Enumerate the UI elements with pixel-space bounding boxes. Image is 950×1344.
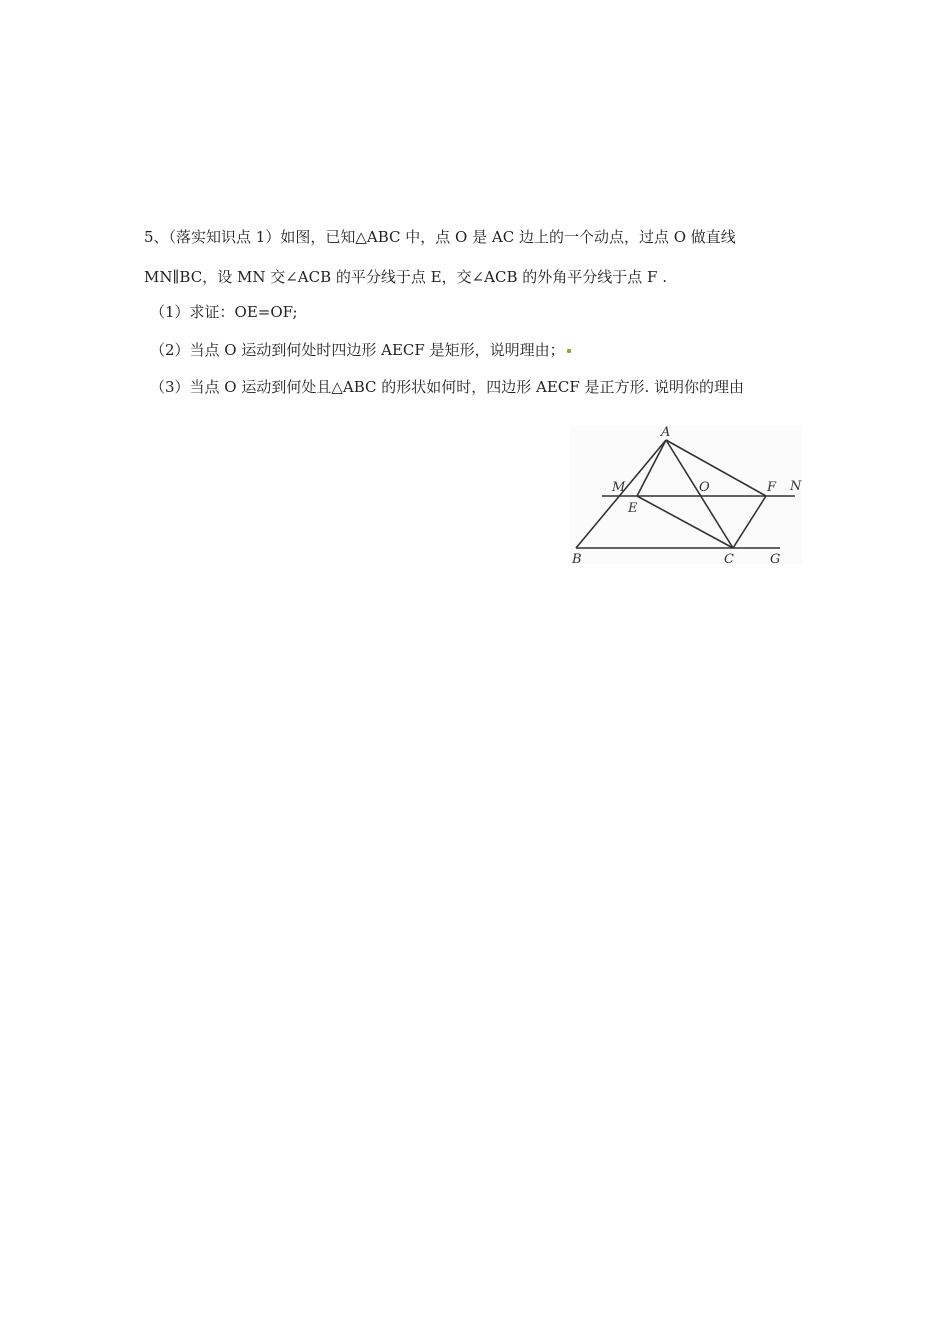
question-line-1: 5、（落实知识点 1）如图，已知△ABC 中，点 O 是 AC 边上的一个动点，过点 O 做直线	[144, 228, 736, 246]
geometry-figure	[566, 424, 806, 569]
label-F: F	[767, 480, 777, 495]
green-dot-mark	[567, 349, 571, 353]
label-M: M	[612, 480, 626, 495]
question-part-2-text: （2）当点 O 运动到何处时四边形 AECF 是矩形，说明理由；	[150, 341, 565, 359]
label-C: C	[724, 552, 734, 567]
label-G: G	[770, 552, 781, 567]
label-O: O	[699, 480, 710, 495]
question-part-1: （1）求证：OE=OF;	[150, 303, 298, 321]
figure-background	[570, 426, 802, 564]
label-A: A	[661, 425, 671, 440]
question-line-2: MN∥BC，设 MN 交∠ACB 的平分线于点 E，交∠ACB 的外角平分线于点 F .	[144, 268, 667, 286]
question-part-2	[150, 340, 571, 360]
label-N: N	[790, 479, 802, 494]
label-E: E	[628, 501, 638, 516]
question-part-3: （3）当点 O 运动到何处且△ABC 的形状如何时，四边形 AECF 是正方形. 说明你的理由	[150, 378, 745, 396]
label-B: B	[572, 552, 582, 567]
